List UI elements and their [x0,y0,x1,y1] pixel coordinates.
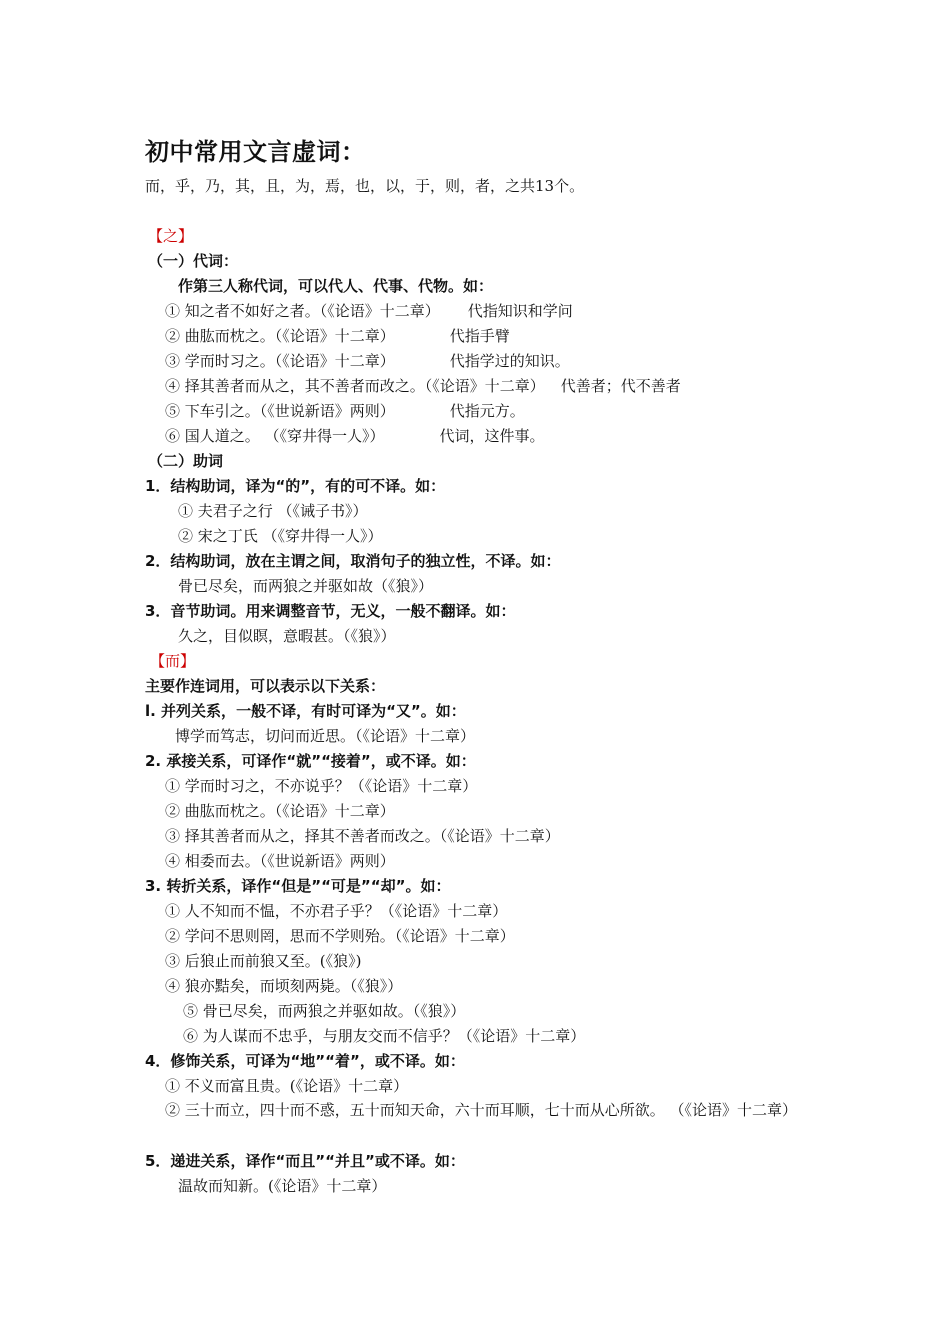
example-line: ② 宋之丁氏 （《穿井得一人》） [178,527,383,545]
example-line: 骨已尽矣，而两狼之并驱如故（《狼》） [178,577,434,595]
example-note: 代指元方。 [449,402,525,420]
example-line: ② 曲肱而枕之。（《论语》十二章） [165,802,395,820]
subsection-pronoun: （一）代词： [148,252,239,270]
point-heading: 2．结构助词，放在主谓之间，取消句子的独立性，不译。如： [145,552,561,570]
example-line: ⑥ 为人谋而不忠乎，与朋友交而不信乎？（《论语》十二章） [183,1027,586,1045]
example-line: ② 学问不思则罔，思而不学则殆。（《论语》十二章） [165,927,515,945]
example-note: 代词，这件事。 [439,427,545,445]
example-line [165,376,681,396]
example-line: ① 不义而富且贵。(《论语》十二章） [165,1077,409,1095]
section-header-er: 【而】 [150,652,196,670]
example-note: 代指手臂 [449,327,510,345]
example-line [165,326,510,346]
example-line: ③ 后狼止而前狼又至。(《狼》) [165,952,362,970]
example-line: ① 夫君子之行 （《诫子书》） [178,502,368,520]
example-line: ① 人不知而不愠，不亦君子乎？（《论语》十二章） [165,902,508,920]
pronoun-description: 作第三人称代词，可以代人、代事、代物。如： [178,277,494,295]
point-heading: 5．递进关系，译作“而且”“并且”或不译。如： [145,1152,465,1170]
section-header-zhi: 【之】 [148,227,194,245]
example-line: ③ 择其善者而从之，择其不善者而改之。（《论语》十二章） [165,827,560,845]
example-line: ④ 狼亦黠矣，而顷刻两毙。（《狼》） [165,977,403,995]
point-heading: 4．修饰关系，可译为“地”“着”，或不译。如： [145,1052,465,1070]
example-text: ⑥ 国人道之。 （《穿井得一人》） [165,427,385,445]
example-text: ④ 择其善者而从之，其不善者而改之。（《论语》十二章） [165,377,545,395]
example-line [165,301,573,321]
point-heading: 1．结构助词，译为“的”，有的可不译。如： [145,477,446,495]
example-line: ① 学而时习之，不亦说乎？（《论语》十二章） [165,777,478,795]
page-title: 初中常用文言虚词： [145,138,366,166]
example-line: 温故而知新。(《论语》十二章） [178,1177,387,1195]
example-note: 代善者；代不善者 [560,377,681,395]
point-heading: l. 并列关系，一般不译，有时可译为“又”。如： [145,702,466,720]
point-heading: 3. 转折关系，译作“但是”“可是”“却”。如： [145,877,451,895]
example-text: ① 知之者不如好之者。（《论语》十二章） [165,302,440,320]
example-line: 久之，目似瞑，意暇甚。（《狼》） [178,627,396,645]
point-heading: 3．音节助词。用来调整音节，无义，一般不翻译。如： [145,602,516,620]
example-line: ⑤ 骨已尽矣，而两狼之并驱如故。（《狼》） [183,1002,466,1020]
example-line: ④ 相委而去。（《世说新语》两则） [165,852,395,870]
subsection-particle: （二）助词 [148,452,224,470]
example-line [165,426,545,446]
example-line [165,351,570,371]
example-note: 代指知识和学问 [467,302,573,320]
example-text: ② 曲肱而枕之。（《论语》十二章） [165,327,395,345]
point-heading: 2. 承接关系，可译作“就”“接着”，或不译。如： [145,752,476,770]
example-note: 代指学过的知识。 [449,352,570,370]
example-line [165,401,525,421]
example-paragraph: ② 三十而立，四十而不惑，五十而知天命，六十而耳顺，七十而从心所欲。 （《论语》十二章） [165,1101,798,1119]
er-intro: 主要作连词用，可以表示以下关系： [145,677,386,695]
example-text: ③ 学而时习之。（《论语》十二章） [165,352,395,370]
summary-line: 而，乎，乃，其，且，为，焉，也，以，于，则，者，之共13个。 [145,177,585,195]
example-text: ⑤ 下车引之。（《世说新语》两则） [165,402,395,420]
example-line: 博学而笃志，切问而近思。（《论语》十二章） [175,727,476,745]
